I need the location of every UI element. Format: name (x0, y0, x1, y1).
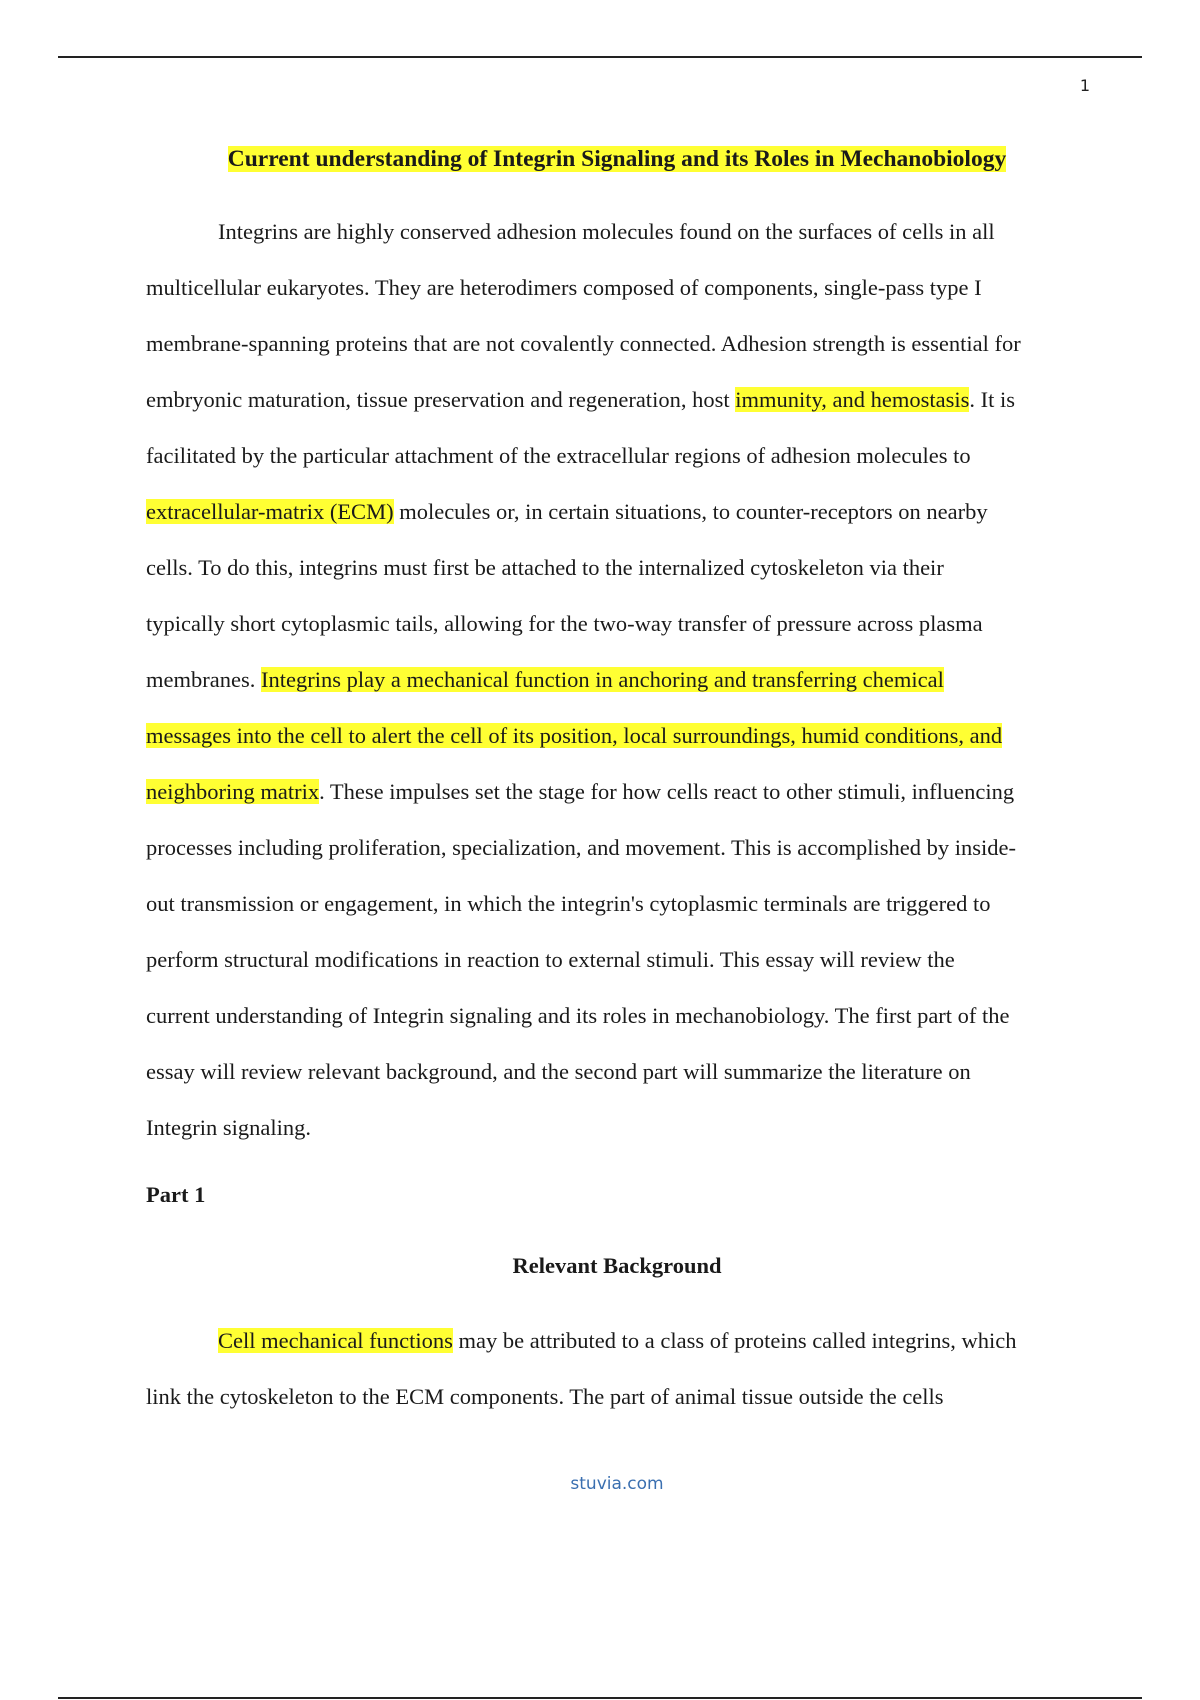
page-number: 1 (1079, 76, 1090, 95)
paragraph-line: Integrin signaling. (146, 1115, 311, 1140)
highlighted-text: immunity, and hemostasis (735, 387, 970, 412)
paragraph-line: out transmission or engagement, in which the integrin's cytoplasmic terminals are triggered to (146, 891, 991, 916)
paragraph-line: processes including proliferation, specialization, and movement. This is accomplished by inside- (146, 835, 1016, 860)
paragraph-line: link the cytoskeleton to the ECM components. The part of animal tissue outside the cells (146, 1384, 944, 1409)
paragraph-line: typically short cytoplasmic tails, allowing for the two-way transfer of pressure across plasma (146, 611, 983, 636)
highlighted-text: Cell mechanical functions (218, 1328, 453, 1353)
header-rule (58, 56, 1142, 58)
highlighted-text: messages into the cell to alert the cell of its position, local surroundings, humid conditions, and (146, 723, 1003, 748)
stuvia-link[interactable]: stuvia.com (570, 1474, 664, 1494)
text-run: molecules or, in certain situations, to counter-receptors on nearby (393, 499, 988, 524)
highlighted-text: extracellular-matrix (ECM) (146, 499, 394, 524)
paragraph-line: essay will review relevant background, and the second part will summarize the literature on (146, 1059, 971, 1084)
text-run: . It is (969, 387, 1015, 412)
text-run: membranes. (146, 667, 261, 692)
paragraph-line (146, 484, 1021, 540)
text-run: embryonic maturation, tissue preservation and regeneration, host (146, 387, 736, 412)
paragraph-line: cells. To do this, integrins must first be attached to the internalized cytoskeleton via their (146, 555, 944, 580)
paragraph-line (146, 764, 1021, 820)
intro-paragraph (146, 204, 1021, 1156)
paragraph-line: current understanding of Integrin signaling and its roles in mechanobiology. The first part of the (146, 1003, 1010, 1028)
footer-rule (58, 1697, 1142, 1699)
text-run: may be attributed to a class of proteins called integrins, which (452, 1328, 1017, 1353)
background-paragraph (146, 1313, 1017, 1425)
section-heading: Relevant Background (512, 1253, 722, 1278)
paragraph-line: perform structural modifications in reaction to external stimuli. This essay will review the (146, 947, 955, 972)
paragraph-line: facilitated by the particular attachment of the extracellular regions of adhesion molecules to (146, 443, 971, 468)
paragraph-line (146, 652, 1021, 708)
paragraph-line: membrane-spanning proteins that are not covalently connected. Adhesion strength is essential for (146, 331, 1021, 356)
highlighted-text: neighboring matrix (146, 779, 320, 804)
part-heading: Part 1 (146, 1182, 206, 1207)
paragraph-line (146, 1313, 1017, 1369)
title-highlight: Current understanding of Integrin Signaling and its Roles in Mechanobiology (227, 146, 1007, 172)
paragraph-line: Integrins are highly conserved adhesion molecules found on the surfaces of cells in all (218, 219, 995, 244)
paragraph-line (146, 708, 1021, 764)
paragraph-line: multicellular eukaryotes. They are heterodimers composed of components, single-pass type I (146, 275, 982, 300)
text-run: . These impulses set the stage for how cells react to other stimuli, influencing (319, 779, 1015, 804)
paragraph-line (146, 372, 1021, 428)
document-title (0, 144, 1200, 174)
highlighted-text: Integrins play a mechanical function in anchoring and transferring chemical (260, 667, 944, 692)
